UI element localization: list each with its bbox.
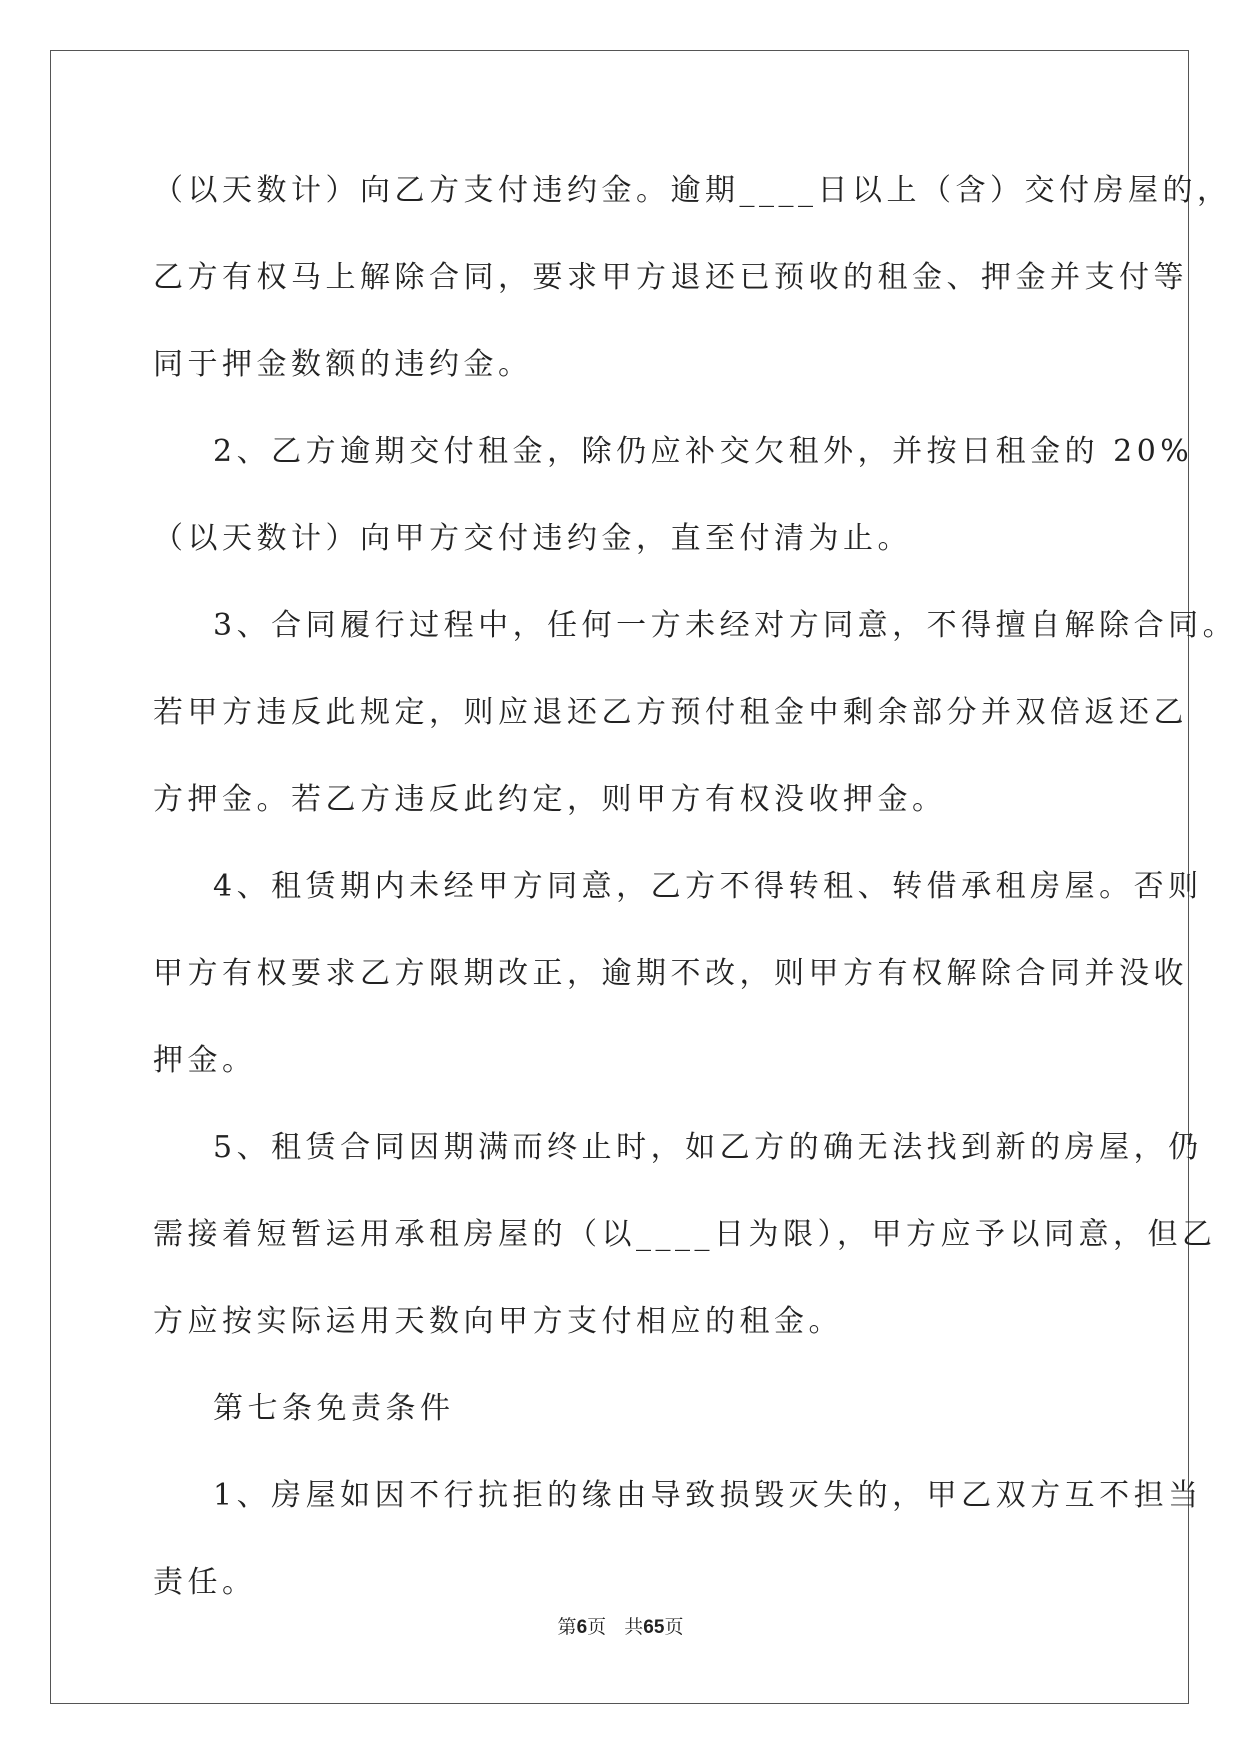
text-line: 同于押金数额的违约金。 [153, 347, 533, 382]
text-line: 甲方有权要求乙方限期改正，逾期不改，则甲方有权解除合同并没收 [153, 956, 1188, 991]
paragraph-start-line: 4、租赁期内未经甲方同意，乙方不得转租、转借承租房屋。否则 [213, 869, 1203, 904]
paragraph-start-line: 5、租赁合同因期满而终止时，如乙方的确无法找到新的房屋，仍 [213, 1130, 1203, 1165]
text-line: 若甲方违反此规定，则应退还乙方预付租金中剩余部分并双倍返还乙 [153, 695, 1188, 730]
paragraph-start-line: 3、合同履行过程中，任何一方未经对方同意，不得擅自解除合同。 [213, 608, 1238, 643]
text-line: 需接着短暂运用承租房屋的（以____日为限），甲方应予以同意，但乙 [153, 1217, 1217, 1252]
paragraph-start-line: 2、乙方逾期交付租金，除仍应补交欠租外，并按日租金的 20% [213, 434, 1194, 469]
section-heading: 第七条免责条件 [213, 1391, 455, 1426]
page-footer [0, 1612, 1241, 1639]
text-line: 押金。 [153, 1043, 257, 1078]
text-line: （以天数计）向甲方交付违约金，直至付清为止。 [153, 521, 912, 556]
text-line: 责任。 [153, 1565, 257, 1600]
footer-page-word: 页 [587, 1616, 607, 1638]
text-line: （以天数计）向乙方支付违约金。逾期____日以上（含）交付房屋的， [153, 173, 1232, 208]
text-line: 乙方有权马上解除合同，要求甲方退还已预收的租金、押金并支付等 [153, 260, 1188, 295]
footer-total-prefix: 共 [624, 1616, 644, 1638]
paragraph-start-line: 1、房屋如因不行抗拒的缘由导致损毁灭失的，甲乙双方互不担当 [213, 1478, 1203, 1513]
footer-total-suffix: 页 [664, 1616, 684, 1638]
current-page-number: 6 [576, 1617, 588, 1638]
text-line: 方押金。若乙方违反此约定，则甲方有权没收押金。 [153, 782, 947, 817]
text-line: 方应按实际运用天数向甲方支付相应的租金。 [153, 1304, 843, 1339]
footer-prefix: 第 [557, 1616, 577, 1638]
total-page-count: 65 [643, 1617, 665, 1638]
